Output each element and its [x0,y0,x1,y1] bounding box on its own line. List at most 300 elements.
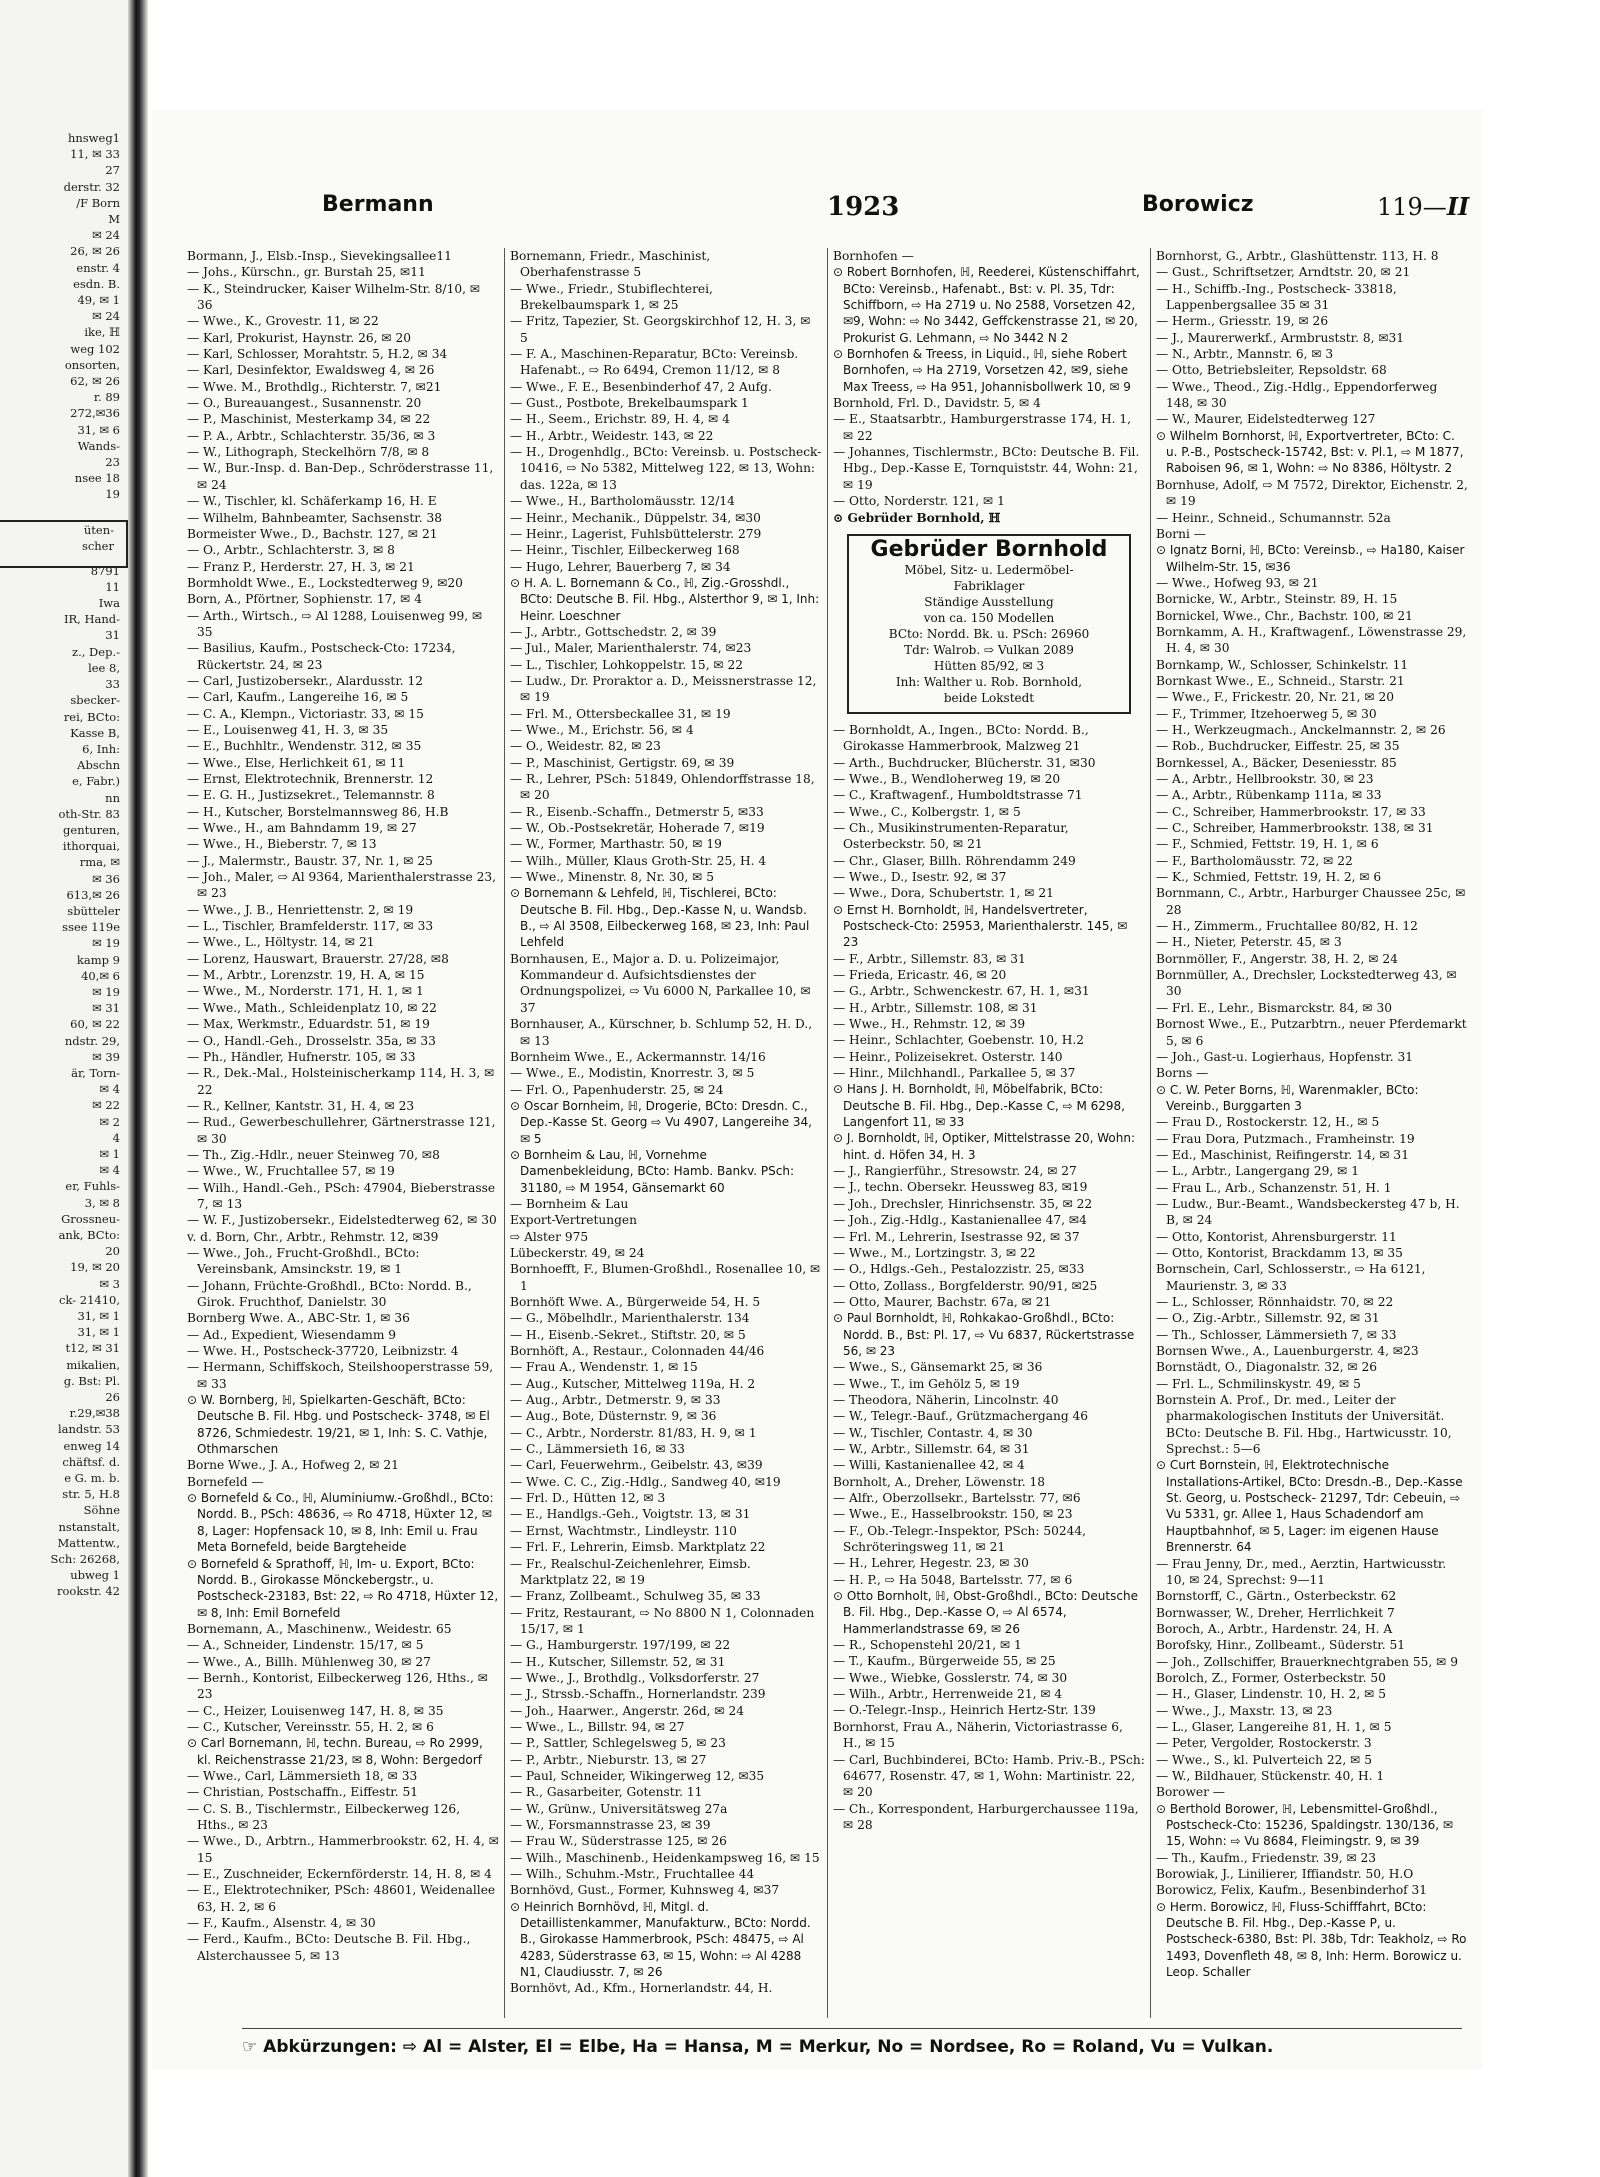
directory-entry: — Joh., Zig.-Hdlg., Kastanienallee 47, ✉4 [833,1213,1087,1228]
directory-entry: — Aug., Bote, Düsternstr. 9, ✉ 36 [510,1409,717,1424]
list-item: Grossneu- [61,1211,120,1226]
list-item: Wands- [77,438,120,453]
running-head-year: 1923 [827,192,900,222]
directory-entry: — Heinr., Schneid., Schumannstr. 52a [1156,510,1391,525]
directory-entry: — R., Schopenstehl 20/21, ✉ 1 [833,1638,1022,1653]
directory-entry: — A., Arbtr., Rübenkamp 111a, ✉ 33 [1156,788,1382,803]
directory-entry: Borolch, Z., Former, Osterbeckstr. 50 [1156,1670,1386,1685]
directory-entry: Bornhuse, Adolf, ⇨ M 7572, Direktor, Eichenstr. 2, ✉ 19 [1156,477,1468,509]
list-item: t12, ✉ 31 [65,1341,120,1356]
list-item: ck- 21410, [59,1292,120,1307]
directory-entry: — Carl, Buchbinderei, BCto: Hamb. Priv.-B., PSch: 64677, Rosenstr. 47, ✉ 1, Wohn: Martinistr. 22, ✉ 20 [833,1752,1145,1800]
list-item: 26, ✉ 26 [70,244,120,259]
directory-entry: — Theodora, Näherin, Lincolnstr. 40 [833,1392,1059,1407]
directory-entry: — Paul, Schneider, Wikingerweg 12, ✉35 [510,1768,765,1783]
directory-entry: ⊙ Bornefeld & Sprathoff, ℍ, Im- u. Export, BCto: Nordd. B., Girokasse Mönckebergstr., u. Postscheck-23183, Bst: 22, ⇨ Ro 4718, Hüxter 12, ✉ 8, Inh: Emil Bornefeld [187,1556,499,1620]
directory-entry: — Ch., Musikinstrumenten-Reparatur, Osterbeckstr. 50, ✉ 21 [833,820,1069,852]
list-item: 19, ✉ 20 [70,1260,120,1275]
advertisement-line: beide Lokstedt [943,690,1035,705]
directory-entry: — C., Kraftwagenf., Humboldtstrasse 71 [833,788,1083,803]
directory-entry: — C., Arbtr., Norderstr. 81/83, H. 9, ✉ 1 [510,1425,757,1440]
directory-entry: Borower — [1156,1785,1225,1800]
directory-entry: — E., Louisenweg 41, H. 3, ✉ 35 [187,722,389,737]
directory-entry: — R., Lehrer, PSch: 51849, Ohlendorffstrasse 18, ✉ 20 [510,772,815,803]
advertisement-line: Inh: Walther u. Rob. Bornhold, [895,674,1083,689]
list-item: sbütteler [67,903,120,918]
list-item: Kasse B, [70,725,120,740]
directory-entry: — Frl. F., Lehrerin, Eimsb. Marktplatz 22 [510,1540,766,1555]
directory-entry: — Heinr., Tischler, Eilbeckerweg 168 [510,543,740,558]
directory-entry: — R., Kellner, Kantstr. 31, H. 4, ✉ 23 [187,1098,415,1113]
list-item: 49, ✉ 1 [77,293,120,308]
directory-entry: — Frl. O., Papenhuderstr. 25, ✉ 24 [510,1082,724,1097]
directory-entry: — W., Bildhauer, Stückenstr. 40, H. 1 [1156,1768,1385,1783]
directory-entry: ⊙ Wilhelm Bornhorst, ℍ, Exportvertreter, BCto: C. u. P.-B., Postscheck-15742, Bst: v. Pl.1, ⇨ M 1877, Raboisen 96, ✉ 1, Wohn: ⇨ No 8386, Höltystr. 2 [1156,428,1464,476]
list-item: e G. m. b. [64,1471,120,1486]
directory-entry: — Gust., Postbote, Brekelbaumspark 1 [510,396,749,411]
list-item: ✉ 31 [92,1001,120,1016]
directory-entry: Bornhold, Frl. D., Davidstr. 5, ✉ 4 [833,396,1041,411]
directory-entry: — Lorenz, Hauswart, Brauerstr. 27/28, ✉8 [187,951,449,966]
directory-entry: — Arth., Buchdrucker, Blücherstr. 31, ✉30 [833,755,1096,770]
directory-entry: Bornicke, W., Arbtr., Steinstr. 89, H. 15 [1156,592,1398,607]
directory-entry: — E., Elektrotechniker, PSch: 48601, Weidenallee 63, H. 2, ✉ 6 [187,1883,496,1914]
directory-entry: ⊙ Bornhofen & Treess, in Liquid., ℍ, siehe Robert Bornhofen, ⇨ Ha 2719, Vorsetzen 42, ✉9, siehe Max Treess, ⇨ Ha 951, Johannisbollwerk 10, ✉ 9 [833,347,1131,394]
directory-entry: — C., Kutscher, Vereinsstr. 55, H. 2, ✉ 6 [187,1719,434,1734]
list-item: chäftsf. d. [62,1454,120,1469]
directory-entry: — P., Sattler, Schlegelsweg 5, ✉ 23 [510,1736,726,1751]
directory-entry: — Alfr., Oberzollsekr., Bartelsstr. 77, ✉6 [833,1491,1081,1505]
page-number: 119—II [1377,192,1470,221]
left-page-box [0,520,128,568]
directory-entry: Bornsen Wwe., A., Lauenburgerstr. 4, ✉23 [1156,1344,1419,1359]
directory-entry: ⊙ Oscar Bornheim, ℍ, Drogerie, BCto: Dresdn. C., Dep.-Kasse St. Georg ⇨ Vu 4907, Langereihe 34, ✉ 5 [510,1098,812,1146]
directory-entry: — Wwe., M., Lortzingstr. 3, ✉ 22 [833,1245,1036,1260]
directory-entry: — Joh., Haarwer., Angerstr. 26d, ✉ 24 [510,1703,745,1718]
directory-entry: — Joh., Maler, ⇨ Al 9364, Marienthalerstrasse 23, ✉ 23 [187,870,496,901]
directory-entry: — C. S. B., Tischlermstr., Eilbeckerweg 126, Hths., ✉ 23 [187,1801,461,1832]
list-item: 31, ✉ 1 [77,1309,120,1324]
directory-entry: — J., techn. Obersekr. Heussweg 83, ✉19 [833,1180,1088,1195]
directory-entry: — Ferd., Kaufm., BCto: Deutsche B. Fil. Hbg., Alsterchaussee 5, ✉ 13 [187,1932,471,1963]
directory-entry: — L., Arbtr., Langergang 29, ✉ 1 [1156,1164,1359,1179]
directory-entry: — C. A., Klempn., Victoriastr. 33, ✉ 15 [187,706,424,721]
directory-entry: ⊙ Ernst H. Bornholdt, ℍ, Handelsvertreter, Postscheck-Cto: 25953, Marienthalerstr. 145, ✉ 23 [833,902,1128,950]
column-divider [827,248,828,2018]
directory-entry: — H., Drogenhdlg., BCto: Vereinsb. u. Postscheck- 10416, ⇨ No 5382, Mittelweg 122, ✉ 13, Wohn: das. 122a, ✉ 13 [510,445,822,492]
directory-entry: — Peter, Vergolder, Rostockerstr. 3 [1156,1736,1372,1751]
directory-entry: — Otto, Betriebsleiter, Repsoldstr. 68 [1156,363,1387,378]
directory-entry: — F., Bartholomäusstr. 72, ✉ 22 [1156,853,1353,868]
list-item: Mattentw., [57,1535,120,1550]
column-4 [1156,248,1468,2018]
directory-entry: Borowiak, J., Linilierer, Iffiandstr. 50, H.O [1156,1867,1414,1882]
directory-entry: — H., Zimmerm., Fruchtallee 80/82, H. 12 [1156,919,1418,934]
directory-entry: — Th., Schlosser, Lämmersieth 7, ✉ 33 [1156,1327,1397,1342]
directory-entry: ⊙ Bornefeld & Co., ℍ, Aluminiumw.-Großhdl., BCto: Nordd. B., PSch: 48636, ⇨ Ro 4718, Hüxter 12, ✉ 8, Lager: Hopfensack 10, ✉ 8, Inh: Emil u. Frau Meta Bornefeld, beide Bargteheide [187,1491,494,1555]
directory-entry: Bornemann, Friedr., Maschinist, Oberhafenstrasse 5 [510,249,711,280]
directory-entry: — Wilh., Handl.-Geh., PSch: 47904, Bieberstrasse 7, ✉ 13 [187,1180,496,1211]
directory-entry: — Basilius, Kaufm., Postscheck-Cto: 17234, Rückertstr. 24, ✉ 23 [187,641,456,672]
list-item: str. 5, H.8 [62,1487,120,1502]
directory-entry: — Wwe., T., im Gehölz 5, ✉ 19 [833,1376,1020,1391]
directory-entry: ⊙ J. Bornholdt, ℍ, Optiker, Mittelstrasse 20, Wohn: hint. d. Höfen 34, H. 3 [833,1131,1135,1162]
list-item: ank, BCto: [58,1228,120,1242]
directory-entry: — W., Arbtr., Sillemstr. 64, ✉ 31 [833,1441,1030,1456]
directory-entry: — Wwe., D., Arbtrn., Hammerbrookstr. 62, H. 4, ✉ 15 [187,1834,499,1865]
column-divider [504,248,505,2018]
directory-entry: — Wwe., Theod., Zig.-Hdlg., Eppendorferweg 148, ✉ 30 [1156,379,1438,411]
directory-entry: — C., Heizer, Louisenweg 147, H. 8, ✉ 35 [187,1703,444,1718]
directory-entry: — J., Arbtr., Gottschedstr. 2, ✉ 39 [510,624,717,639]
directory-entry: — Ed., Maschinist, Reifingerstr. 14, ✉ 31 [1156,1147,1409,1162]
book-gutter [128,0,148,2177]
directory-entry: — Wwe., S., Gänsemarkt 25, ✉ 36 [833,1360,1043,1375]
list-item: derstr. 32 [63,179,120,194]
list-item: ✉ 36 [92,871,120,886]
directory-entry: Borofsky, Hinr., Zollbeamt., Süderstr. 51 [1156,1638,1405,1653]
list-item: 8791 [90,563,120,578]
directory-entry: Borni — [1156,526,1206,541]
list-item: 11 [105,579,120,594]
directory-entry: — Wwe., Minenstr. 8, Nr. 30, ✉ 5 [510,870,715,885]
directory-entry: Bornmann, C., Arbtr., Harburger Chaussee 25c, ✉ 28 [1156,886,1466,917]
directory-entry: — Wwe., Hofweg 93, ✉ 21 [1156,575,1319,590]
directory-entry: — Fr., Realschul-Zeichenlehrer, Eimsb. Marktplatz 22, ✉ 19 [510,1556,751,1587]
directory-entry: — Christian, Postschaffn., Eiffestr. 51 [187,1785,418,1800]
directory-entry: — Frl. E., Lehr., Bismarckstr. 84, ✉ 30 [1156,1000,1392,1015]
directory-entry: — Karl, Desinfektor, Ewaldsweg 4, ✉ 26 [187,363,435,378]
directory-entry: — E., Handlgs.-Geh., Voigtstr. 13, ✉ 31 [510,1507,751,1522]
directory-entry: — Rud., Gewerbeschullehrer, Gärtnerstrasse 121, ✉ 30 [187,1115,496,1146]
list-item: r.29,✉38 [69,1406,120,1421]
directory-entry: — O., Bureauangest., Susannenstr. 20 [187,396,422,411]
directory-entry: — L., Schlosser, Rönnhaidstr. 70, ✉ 22 [1156,1295,1394,1309]
directory-entry: — Th., Zig.-Hdlr., neuer Steinweg 70, ✉8 [187,1147,440,1162]
directory-entry: — Wwe., Friedr., Stubiflechterei, Brekelbaumspark 1, ✉ 25 [510,281,713,313]
directory-entry: — Wwe., C., Kolbergstr. 1, ✉ 5 [833,804,1021,819]
directory-entry: — Frau A., Wendenstr. 1, ✉ 15 [510,1360,698,1375]
list-item: ubweg 1 [70,1568,120,1583]
abbreviations-footer: ☞ Abkürzungen: ⇨ Al = Alster, El = Elbe, Ha = Hansa, M = Merkur, No = Nordsee, Ro = Roland, Vu = Vulkan. [242,2028,1462,2071]
directory-entry: — Ludw., Bur.-Beamt., Wandsbeckersteg 47 b, H. B, ✉ 24 [1156,1196,1460,1228]
directory-entry: Bormholdt Wwe., E., Lockstedterweg 9, ✉20 [187,575,463,590]
list-item: 40,✉ 6 [81,968,120,983]
directory-entry: — Otto, Maurer, Bachstr. 67a, ✉ 21 [833,1294,1052,1309]
directory-entry: — F., Trimmer, Itzehoerweg 5, ✉ 30 [1156,706,1377,721]
list-item: ✉ 3 [99,1276,120,1291]
list-item: 26 [105,1390,120,1405]
running-head-left: Bermann [322,192,434,217]
directory-entry: — Wwe., H., Bieberstr. 7, ✉ 13 [187,837,377,852]
directory-entry: — Bernh., Kontorist, Eilbeckerweg 126, Hths., ✉ 23 [187,1670,488,1702]
directory-entry: — O., Handl.-Geh., Drosselstr. 35a, ✉ 33 [187,1033,436,1048]
list-item: 33 [105,677,120,692]
directory-entry: — Wwe., J. B., Henriettenstr. 2, ✉ 19 [187,902,414,917]
directory-entry: — Wwe. M., Brothdlg., Richterstr. 7, ✉21 [187,379,442,394]
list-item: ndstr. 29, [64,1033,120,1048]
directory-entry: — Frau Dora, Putzmach., Framheinstr. 19 [1156,1131,1415,1146]
directory-entry: — W., Bur.-Insp. d. Ban-Dep., Schröderstrasse 11, ✉ 24 [187,461,494,492]
directory-entry: — Carl, Kaufm., Langereihe 16, ✉ 5 [187,690,409,705]
directory-entry: — W., Telegr.-Bauf., Grützmachergang 46 [833,1409,1088,1424]
directory-entry: ⊙ Paul Bornholdt, ℍ, Rohkakao-Großhdl., BCto: Nordd. B., Bst: Pl. 17, ⇨ Vu 6837, Rückertstrasse 56, ✉ 23 [833,1311,1135,1358]
directory-entry: — Ernst, Wachtmstr., Lindleystr. 110 [510,1523,737,1538]
directory-entry: — Ad., Expedient, Wiesendamm 9 [187,1327,397,1342]
page-header [152,192,1482,228]
directory-entry: ⊙ Herm. Borowicz, ℍ, Fluss-Schifffahrt, BCto: Deutsche B. Fil. Hbg., Dep.-Kasse P, u. Postscheck-6380, Bst: Pl. 38b, Tdr: Teakholz, ⇨ Ro 1493, Dovenfleth 48, ✉ 8, Inh: Herm. Borowicz u. Leop. Schaller [1156,1899,1467,1980]
directory-entry: — O., Weidestr. 82, ✉ 23 [510,739,661,754]
directory-entry: — F., Kaufm., Alsenstr. 4, ✉ 30 [187,1916,376,1931]
directory-entry: — E., Staatsarbtr., Hamburgerstrasse 174, H. 1, ✉ 22 [833,412,1132,443]
directory-entry: Bornhofen — [833,249,914,263]
directory-entry: — Frau Jenny, Dr., med., Aerztin, Hartwicusstr. 10, ✉ 24, Sprechst: 9—11 [1156,1556,1447,1587]
directory-entry: ⊙ Berthold Borower, ℍ, Lebensmittel-Großhdl., Postscheck-Cto: 15236, Spaldingstr. 130/136, ✉ 15, Wohn: ⇨ Vu 8684, Fleimingstr. 9, ✉ 39 [1156,1801,1453,1849]
directory-entry: — Chr., Glaser, Billh. Röhrendamm 249 [833,853,1076,868]
list-item: Abschn [77,758,120,773]
directory-entry: — Heinr., Schlachter, Goebenstr. 10, H.2 [833,1033,1085,1048]
directory-entry: ⊙ Bornheim & Lau, ℍ, Vornehme Damenbekleidung, BCto: Hamb. Bankv. PSch: 31180, ⇨ M 1954, Gänsemarkt 60 [510,1147,795,1195]
directory-entry: — Frl. M., Ottersbeckallee 31, ✉ 19 [510,706,731,721]
list-item: 62, ✉ 26 [70,374,120,389]
list-item: ✉ 1 [99,1146,120,1161]
directory-entry: ⊙ W. Bornberg, ℍ, Spielkarten-Geschäft, BCto: Deutsche B. Fil. Hbg. und Postscheck- 3748, ✉ El 8726, Schmiedestr. 19/21, ✉ 1, Inh: S. C. Vathje, Othmarschen [187,1393,490,1457]
list-item: 613,✉ 26 [66,887,120,902]
directory-entry: Bornmüller, A., Drechsler, Lockstedterweg 43, ✉ 30 [1156,968,1457,999]
directory-entry: — Johs., Kürschn., gr. Burstah 25, ✉11 [187,265,426,280]
list-item: M [108,212,120,227]
list-item: g. Bst: Pl. [63,1373,120,1388]
directory-entry: Bornhövd, Gust., Former, Kuhnsweg 4, ✉37 [510,1883,780,1898]
advertisement-line: Ständige Ausstellung [924,594,1054,609]
directory-entry: — Otto, Kontorist, Brackdamm 13, ✉ 35 [1156,1245,1403,1260]
directory-entry: Bornhöft Wwe. A., Bürgerweide 54, H. 5 [510,1295,761,1309]
directory-entry: — T., Kaufm., Bürgerweide 55, ✉ 25 [833,1654,1056,1669]
directory-entry: — Wwe., Wiebke, Gosslerstr. 74, ✉ 30 [833,1670,1068,1685]
advertisement-line: Fabriklager [953,578,1025,593]
list-item: Iwa [98,596,120,611]
directory-entry: — Frau L., Arb., Schanzenstr. 51, H. 1 [1156,1180,1392,1195]
directory-entry: — Wwe., Carl, Lämmersieth 18, ✉ 33 [187,1768,418,1783]
directory-entry: — Wilh., Arbtr., Herrenweide 21, ✉ 4 [833,1687,1063,1702]
directory-entry: — G., Hamburgerstr. 197/199, ✉ 22 [510,1638,731,1653]
list-item: weg 102 [70,341,120,356]
directory-entry: — Wwe., B., Wendloherweg 19, ✉ 20 [833,771,1061,786]
directory-entry: — Arth., Wirtsch., ⇨ Al 1288, Louisenweg 99, ✉ 35 [187,608,483,639]
list-item: ike, ℍ [84,325,120,340]
list-item: r. 89 [93,390,120,405]
list-item: hnsweg1 [67,131,120,145]
directory-entry: — Franz, Zollbeamt., Schulweg 35, ✉ 33 [510,1589,761,1604]
directory-entry: ⊙ Otto Bornholt, ℍ, Obst-Großhdl., BCto: Deutsche B. Fil. Hbg., Dep.-Kasse O, ⇨ Al 6574, Hammerlandstrasse 69, ✉ 26 [833,1589,1138,1636]
directory-entry: Bornstein A. Prof., Dr. med., Leiter der pharmakologischen Instituts der Universität. BCto: Deutsche B. Fil. Hbg., Hartwicusstr. 10, Sprechst.: 5—6 [1156,1393,1452,1457]
directory-entry: — G., Möbelhdlr., Marienthalerstr. 134 [510,1311,750,1326]
directory-entry: — Wwe., M., Norderstr. 171, H. 1, ✉ 1 [187,984,424,999]
list-item: ithorquai, [62,839,120,854]
list-item: scher [81,539,114,554]
list-item: 31, ✉ 1 [77,1325,120,1340]
directory-entry: ⊙ Robert Bornhofen, ℍ, Reederei, Küstenschiffahrt, BCto: Vereinsb., Hafenabt., Bst: v. Pl. 35, Tdr: Schiffborn, ⇨ Ha 2719 u. No 2588, Vorsetzen 42, ✉9, Wohn: ⇨ No 3442, Geffckenstrasse 21, ✉ 20, Prokurist G. Lehmann, ⇨ No 3442 N 2 [833,265,1140,345]
list-item: 6, Inh: [82,741,120,756]
list-item: är, Torn- [71,1065,120,1080]
list-item: ✉ 24 [92,309,120,324]
list-item: 272,✉36 [70,406,120,421]
list-item: kamp 9 [76,952,120,967]
directory-entry: ⊙ Hans J. H. Bornholdt, ℍ, Möbelfabrik, BCto: Deutsche B. Fil. Hbg., Dep.-Kasse C, ⇨ M 6298, Langenfort 11, ✉ 33 [833,1082,1125,1130]
directory-entry: — J., Strssb.-Schaffn., Hornerlandstr. 239 [510,1687,766,1702]
list-item: ✉ 4 [99,1082,120,1097]
directory-entry: Bornhöft, A., Restaur., Colonnaden 44/46 [510,1344,765,1359]
directory-entry: — Bornholdt, A., Ingen., BCto: Nordd. B., Girokasse Hammerbrook, Malzweg 21 [833,722,1089,754]
list-item: rookstr. 42 [56,1584,120,1599]
column-1 [187,248,499,2018]
directory-entry: — Wilh., Maschinenb., Heidenkampsweg 16, ✉ 15 [510,1850,820,1865]
directory-entry: — Wwe., S., kl. Pulverteich 22, ✉ 5 [1156,1752,1372,1767]
directory-entry: Lübeckerstr. 49, ✉ 24 [510,1245,645,1260]
directory-entry: — Wwe., W., Fruchtallee 57, ✉ 19 [187,1164,395,1179]
list-item: Sch: 26268, [50,1552,120,1567]
directory-entry: — C., Lämmersieth 16, ✉ 33 [510,1442,685,1457]
directory-entry: — Wwe., M., Erichstr. 56, ✉ 4 [510,722,694,737]
directory-entry: ⊙ Carl Bornemann, ℍ, techn. Bureau, ⇨ Ro 2999, kl. Reichenstrasse 21/23, ✉ 8, Wohn: Bergedorf [187,1736,483,1767]
directory-entry: — Frl. L., Schmilinskystr. 49, ✉ 5 [1156,1376,1361,1391]
directory-entry: ⊙ H. A. L. Bornemann & Co., ℍ, Zig.-Grosshdl., BCto: Deutsche B. Fil. Hbg., Alsterthor 9, ✉ 1, Inh: Heinr. Loeschner [510,575,820,623]
list-item: ✉ 39 [92,1049,120,1064]
list-item: 31 [105,628,120,643]
list-item: onsorten, [64,357,120,372]
directory-entry: Bornost Wwe., E., Putzarbtrn., neuer Pferdemarkt 5, ✉ 6 [1156,1017,1467,1048]
directory-entry: — Johann, Früchte-Großhdl., BCto: Nordd. B., Girok. Fruchthof, Danielstr. 30 [187,1278,472,1309]
directory-entry: Bornstorff, C., Gärtn., Osterbeckstr. 62 [1156,1589,1397,1604]
directory-entry: — P., Maschinist, Mesterkamp 34, ✉ 22 [187,412,431,427]
advertisement-line: Tdr: Walrob. ⇨ Vulkan 2089 [904,642,1074,657]
directory-entry: Bornickel, Wwe., Chr., Bachstr. 100, ✉ 21 [1156,608,1413,623]
directory-entry: — W., Maurer, Eidelstedterweg 127 [1156,412,1376,427]
directory-entry: — Jul., Maler, Marienthalerstr. 74, ✉23 [510,641,752,656]
directory-entry: — Wwe., Dora, Schubertstr. 1, ✉ 21 [833,886,1054,901]
directory-entry: — L., Tischler, Lohkoppelstr. 15, ✉ 22 [510,657,744,672]
directory-entry: — Hugo, Lehrer, Bauerberg 7, ✉ 34 [510,559,731,574]
column-divider [1150,248,1151,2018]
directory-entry: Bornmöller, F., Angerstr. 38, H. 2, ✉ 24 [1156,951,1398,966]
directory-entry: — P., Arbtr., Nieburstr. 13, ✉ 27 [510,1752,707,1767]
directory-entry: — F. A., Maschinen-Reparatur, BCto: Vereinsb. Hafenabt., ⇨ Ro 6494, Cremon 11/12, ✉ 8 [510,347,799,378]
directory-entry: — Heinr., Polizeisekret. Osterstr. 140 [833,1049,1063,1064]
directory-entry: — Otto, Kontorist, Ahrensburgerstr. 11 [1156,1229,1397,1244]
list-item: /F Born [76,195,120,210]
directory-entry: — O.-Telegr.-Insp., Heinrich Hertz-Str. 139 [833,1703,1096,1718]
list-item: esdn. B. [73,276,120,291]
directory-entry: — Herm., Griesstr. 19, ✉ 26 [1156,314,1329,329]
directory-entry: — W., Former, Marthastr. 50, ✉ 19 [510,837,722,852]
list-item: mikalien, [66,1357,120,1372]
directory-entry: — Frl. D., Hütten 12, ✉ 3 [510,1491,666,1506]
directory-entry: — W., Forsmannstrasse 23, ✉ 39 [510,1818,711,1832]
directory-entry: Bormann, J., Elsb.-Insp., Sievekingsallee11 [187,249,452,263]
directory-entry: ⊙ C. W. Peter Borns, ℍ, Warenmakler, BCto: Vereinb., Burggarten 3 [1156,1082,1419,1113]
list-item: z., Dep.- [72,644,120,659]
advertisement-line: Hütten 85/92, ✉ 3 [933,658,1045,673]
directory-entry: — Wwe., D., Isestr. 92, ✉ 37 [833,869,1007,884]
column-2 [510,248,822,2018]
directory-entry: — H., Kutscher, Sillemstr. 52, ✉ 31 [510,1654,726,1669]
directory-entry: Bornberg Wwe. A., ABC-Str. 1, ✉ 36 [187,1311,410,1326]
directory-entry: ⊙ Bornemann & Lehfeld, ℍ, Tischlerei, BCto: Deutsche B. Fil. Hbg., Dep.-Kasse N, u. Wandsb. B., ⇨ Al 3508, Eilbeckerweg 168, ✉ 23, Inh: Paul Lehfeld [510,886,810,950]
directory-entry: v. d. Born, Chr., Arbtr., Rehmstr. 12, ✉39 [187,1229,439,1244]
directory-entry: — Wwe., J., Maxstr. 13, ✉ 23 [1156,1703,1333,1718]
directory-entry: — R., Gasarbeiter, Gotenstr. 11 [510,1785,703,1800]
advertisement-title: Gebrüder Bornhold [870,536,1108,562]
directory-entry: Bornemann, A., Maschinenw., Weidestr. 65 [187,1621,452,1636]
list-item: 23 [105,455,120,470]
directory-entry: Boroch, A., Arbtr., Hardenstr. 24, H. A [1156,1621,1393,1636]
list-item: ✉ 19 [92,936,120,951]
directory-entry: — R., Eisenb.-Schaffn., Detmerstr 5, ✉33 [510,804,764,819]
directory-entry: Bornhausen, E., Major a. D. u. Polizeimajor, Kommandeur d. Aufsichtsdienstes der Ordnungspolizei, ⇨ Vu 6000 N, Parkallee 10, ✉ 37 [510,951,811,1015]
directory-entry: — Johannes, Tischlermstr., BCto: Deutsche B. Fil. Hbg., Dep.-Kasse E, Tornquiststr. 44, Wohn: 21, ✉ 19 [833,445,1140,492]
list-item: ✉ 22 [92,1098,120,1113]
directory-entry: — Willi, Kastanienallee 42, ✉ 4 [833,1458,1025,1473]
directory-entry: ⇨ Alster 975 [510,1229,589,1244]
directory-entry: — P. A., Arbtr., Schlachterstr. 35/36, ✉ 3 [187,428,436,443]
directory-entry: — H., Nieter, Peterstr. 45, ✉ 3 [1156,935,1342,950]
directory-entry: — Otto, Norderstr. 121, ✉ 1 [833,494,1005,509]
directory-entry: ⊙ Heinrich Bornhövd, ℍ, Mitgl. d. Detaillistenkammer, Manufakturw., BCto: Nordd. B., Girokasse Hammerbrook, PSch: 48475, ⇨ Al 4283, Süderstrasse 63, ✉ 15, Wohn: ⇨ Al 4288 N1, Claudiusstr. 7, ✉ 26 [510,1899,811,1980]
list-item: 11, ✉ 33 [70,147,120,162]
directory-entry: Export-Vertretungen [510,1213,637,1228]
directory-entry: Bornkamp, W., Schlosser, Schinkelstr. 11 [1156,657,1409,672]
directory-entry: — Aug., Arbtr., Detmerstr. 9, ✉ 33 [510,1393,721,1408]
directory-entry: — Carl, Feuerwehrm., Geibelstr. 43, ✉39 [510,1458,763,1473]
list-item: sbecker- [70,693,120,708]
advertisement-line: BCto: Nordd. Bk. u. PSch: 26960 [888,626,1090,641]
directory-entry: Bornholt, A., Dreher, Löwenstr. 18 [833,1474,1046,1489]
directory-entry: — Wwe., K., Grovestr. 11, ✉ 22 [187,314,379,329]
directory-entry: — Frau W., Süderstrasse 125, ✉ 26 [510,1834,727,1849]
directory-entry: — W., Lithograph, Steckelhörn 7/8, ✉ 8 [187,445,430,460]
directory-entry: — Frau D., Rostockerstr. 12, H., ✉ 5 [1156,1115,1380,1130]
running-head-right: Borowicz [1142,192,1254,217]
directory-entry: — Wwe., H., Rehmstr. 12, ✉ 39 [833,1017,1026,1032]
list-item: genturen, [63,822,120,837]
directory-entry: — Fritz, Tapezier, St. Georgskirchhof 12, H. 3, ✉ 5 [510,314,811,345]
directory-entry: — Joh., Drechsler, Hinrichsenstr. 35, ✉ 22 [833,1196,1093,1211]
directory-entry: Bornhorst, G., Arbtr., Glashüttenstr. 113, H. 8 [1156,249,1439,263]
directory-entry: — A., Schneider, Lindenstr. 15/17, ✉ 5 [187,1638,424,1653]
directory-entry: — L., Tischler, Bramfelderstr. 117, ✉ 33 [187,919,434,934]
list-item: enweg 14 [63,1438,120,1453]
directory-entry: Borns — [1156,1066,1209,1081]
directory-entry: — Wwe., H., Bartholomäusstr. 12/14 [510,494,735,509]
directory-entry: — G., Arbtr., Schwenckestr. 67, H. 1, ✉31 [833,984,1090,999]
list-item: landstr. 53 [57,1422,120,1437]
directory-entry: — Wwe., E., Hasselbrookstr. 150, ✉ 23 [833,1507,1073,1522]
directory-entry: — Ph., Händler, Hufnerstr. 105, ✉ 33 [187,1049,416,1064]
directory-entry: — H., Seem., Erichstr. 89, H. 4, ✉ 4 [510,412,730,427]
advertisement-line: Möbel, Sitz- u. Ledermöbel- [904,562,1074,577]
directory-entry: — W., Tischler, kl. Schäferkamp 16, H. E [187,494,437,509]
list-item: 20 [105,1244,120,1259]
directory-entry: — Heinr., Mechanik., Düppelstr. 34, ✉30 [510,510,761,525]
directory-entry: Bornhoefft, F., Blumen-Großhdl., Rosenallee 10, ✉ 1 [510,1262,821,1293]
list-item: 4 [112,1130,120,1145]
column-3 [833,248,1145,2018]
directory-entry: Bornkast Wwe., E., Schneid., Starstr. 21 [1156,673,1405,688]
directory-entry: — Wwe., A., Billh. Mühlenweg 30, ✉ 27 [187,1654,431,1669]
directory-entry: — F., Schmied, Fettstr. 19, H. 1, ✉ 6 [1156,837,1379,852]
directory-entry: — Otto, Zollass., Borgfelderstr. 90/91, ✉25 [833,1278,1098,1293]
directory-entry: Bornstädt, O., Diagonalstr. 32, ✉ 26 [1156,1360,1378,1375]
